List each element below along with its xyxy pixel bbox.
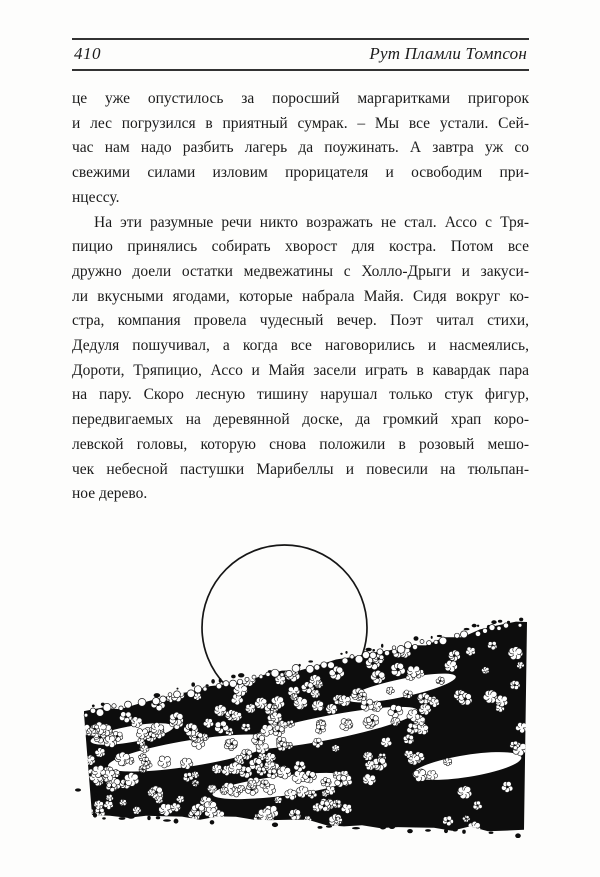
body-text (72, 87, 529, 507)
text-line: передвигаемых на деревянной доске, да громкий храп коро- (72, 411, 529, 429)
text-line: ное дерево. (72, 485, 148, 503)
text-line: нцессу. (72, 188, 120, 206)
text-line: левской головы, которую снова положили в розовый мешо- (72, 435, 529, 453)
text-line: час нам надо разбить лагерь да поужинать. А завтра уж со (72, 139, 529, 157)
text-line: стра, компания провела чудесный вечер. Поэт читал стихи, (72, 312, 529, 330)
page-header (72, 38, 529, 71)
text-line: пицио принялись собирать хворост для костра. Потом все (72, 238, 529, 256)
daisy-hill (75, 618, 527, 838)
running-head-author: Рут Пламли Томпсон (369, 44, 527, 63)
text-line: На эти разумные речи никто возражать не стал. Ассо с Тря- (94, 213, 529, 231)
text-line: дружно доели остатки медвежатины с Холло-Дрыги и закуси- (72, 262, 529, 280)
text-line: Дороти, Тряпицио, Ассо и Майя засели играть в кавардак пара (72, 361, 529, 379)
hill-illustration (72, 538, 536, 838)
text-line: Дедуля пошучивал, а когда все наговорились и насмеялись, (72, 337, 529, 355)
text-line: ли вкусными ягодами, которые набрала Майя. Сидя вокруг ко- (72, 287, 529, 305)
header-row (72, 40, 529, 69)
text-line: це уже опустилось за поросший маргаритками пригорок (72, 90, 529, 107)
page-number: 410 (74, 44, 101, 63)
text-line: свежими силами изловим прорицателя и освободим при- (72, 164, 529, 182)
header-rule-bottom (72, 69, 529, 71)
hill-illustration-svg (72, 538, 536, 838)
text-line: чек небесной пастушки Марибеллы и повесили на тюльпан- (72, 460, 529, 478)
text-line: и лес погрузился в приятный сумрак. – Мы все устали. Сей- (72, 114, 529, 132)
text-line: на пару. Скоро лесную тишину нарушал только стук фигур, (72, 386, 529, 404)
